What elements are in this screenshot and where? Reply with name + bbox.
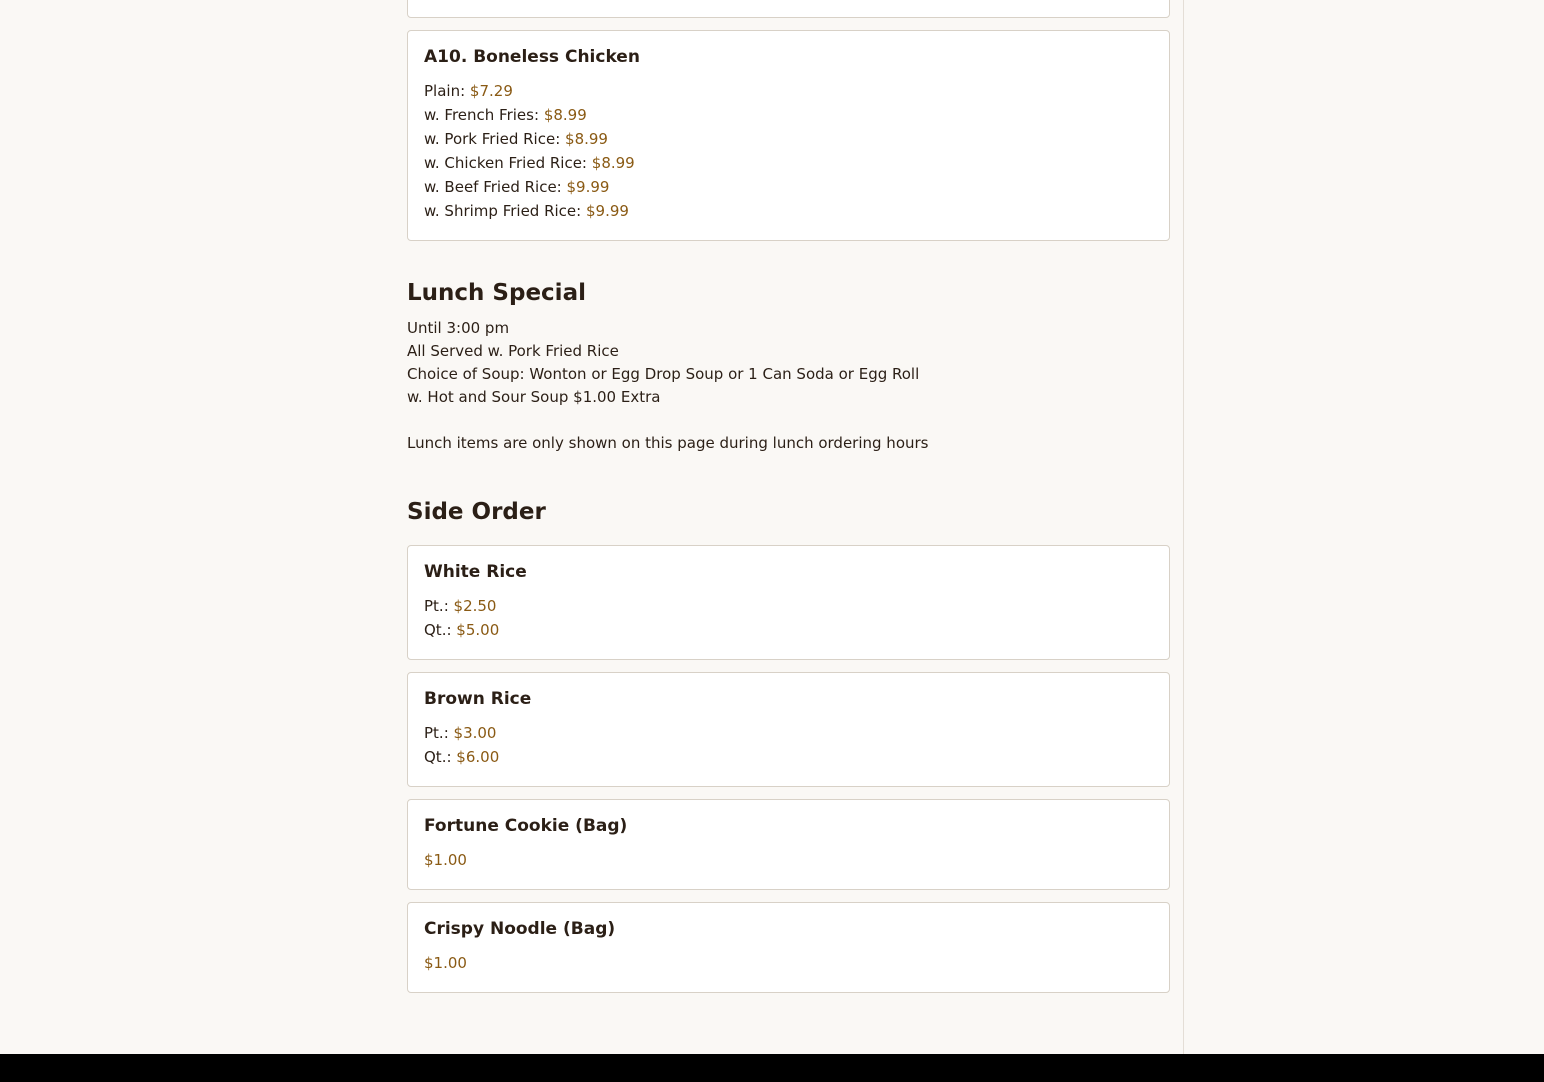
menu-item-title: Fortune Cookie (Bag): [424, 816, 628, 836]
menu-item-title: Brown Rice: [424, 689, 532, 709]
menu-item-title: Crispy Noodle (Bag): [424, 919, 616, 939]
price-option-shrimp-fried-rice[interactable]: [424, 202, 629, 220]
price-option-quart[interactable]: [424, 748, 499, 766]
option-price: $1.00: [424, 954, 467, 972]
menu-item-card-white-rice[interactable]: [407, 545, 1170, 660]
option-price: $8.99: [565, 130, 608, 148]
footer-bar: [0, 1054, 1544, 1082]
option-label: Pt.:: [424, 597, 449, 615]
price-option-single[interactable]: [424, 851, 467, 869]
menu-item-title: A10. Boneless Chicken: [424, 47, 640, 67]
menu-item-card-crispy-noodle[interactable]: [407, 902, 1170, 993]
menu-item-title: White Rice: [424, 562, 527, 582]
option-label: Plain:: [424, 82, 466, 100]
option-label: w. Shrimp Fried Rice:: [424, 202, 582, 220]
price-option-pint[interactable]: [424, 724, 496, 742]
price-option-beef-fried-rice[interactable]: [424, 178, 609, 196]
menu-item-card-a10[interactable]: [407, 30, 1170, 241]
price-option-quart[interactable]: [424, 621, 499, 639]
price-option-pint[interactable]: [424, 597, 496, 615]
lunch-note-soup-choice: Choice of Soup: Wonton or Egg Drop Soup or 1 Can Soda or Egg Roll: [407, 365, 920, 383]
option-price: $6.00: [456, 748, 500, 766]
lunch-note-hours: Until 3:00 pm: [407, 319, 510, 337]
option-price: $3.00: [453, 724, 497, 742]
lunch-note-served: All Served w. Pork Fried Rice: [407, 342, 619, 360]
option-label: Qt.:: [424, 748, 452, 766]
lunch-notice: Lunch items are only shown on this page during lunch ordering hours: [407, 434, 929, 452]
option-price: $7.29: [469, 82, 513, 100]
option-label: w. Pork Fried Rice:: [424, 130, 561, 148]
price-option-french-fries[interactable]: [424, 106, 587, 124]
option-price: $1.00: [424, 851, 467, 869]
section-title-side-order: Side Order: [407, 499, 546, 525]
option-label: Pt.:: [424, 724, 449, 742]
option-price: $2.50: [453, 597, 497, 615]
price-option-plain[interactable]: [424, 82, 513, 100]
price-option-single[interactable]: [424, 954, 467, 972]
option-label: Qt.:: [424, 621, 452, 639]
price-option-chicken-fried-rice[interactable]: [424, 154, 635, 172]
section-title-lunch-special: Lunch Special: [407, 280, 586, 306]
lunch-note-hot-sour: w. Hot and Sour Soup $1.00 Extra: [407, 388, 661, 406]
option-price: $8.99: [591, 154, 635, 172]
option-price: $9.99: [585, 202, 629, 220]
option-price: $8.99: [543, 106, 587, 124]
menu-item-card-fortune-cookie[interactable]: [407, 799, 1170, 890]
option-label: w. Chicken Fried Rice:: [424, 154, 587, 172]
option-label: w. French Fries:: [424, 106, 540, 124]
option-price: $9.99: [566, 178, 610, 196]
menu-item-card-brown-rice[interactable]: [407, 672, 1170, 787]
option-label: w. Beef Fried Rice:: [424, 178, 562, 196]
cart-column-divider: [1183, 0, 1184, 1054]
price-option-pork-fried-rice[interactable]: [424, 130, 608, 148]
option-price: $5.00: [456, 621, 500, 639]
previous-menu-item-card[interactable]: [407, 0, 1170, 18]
